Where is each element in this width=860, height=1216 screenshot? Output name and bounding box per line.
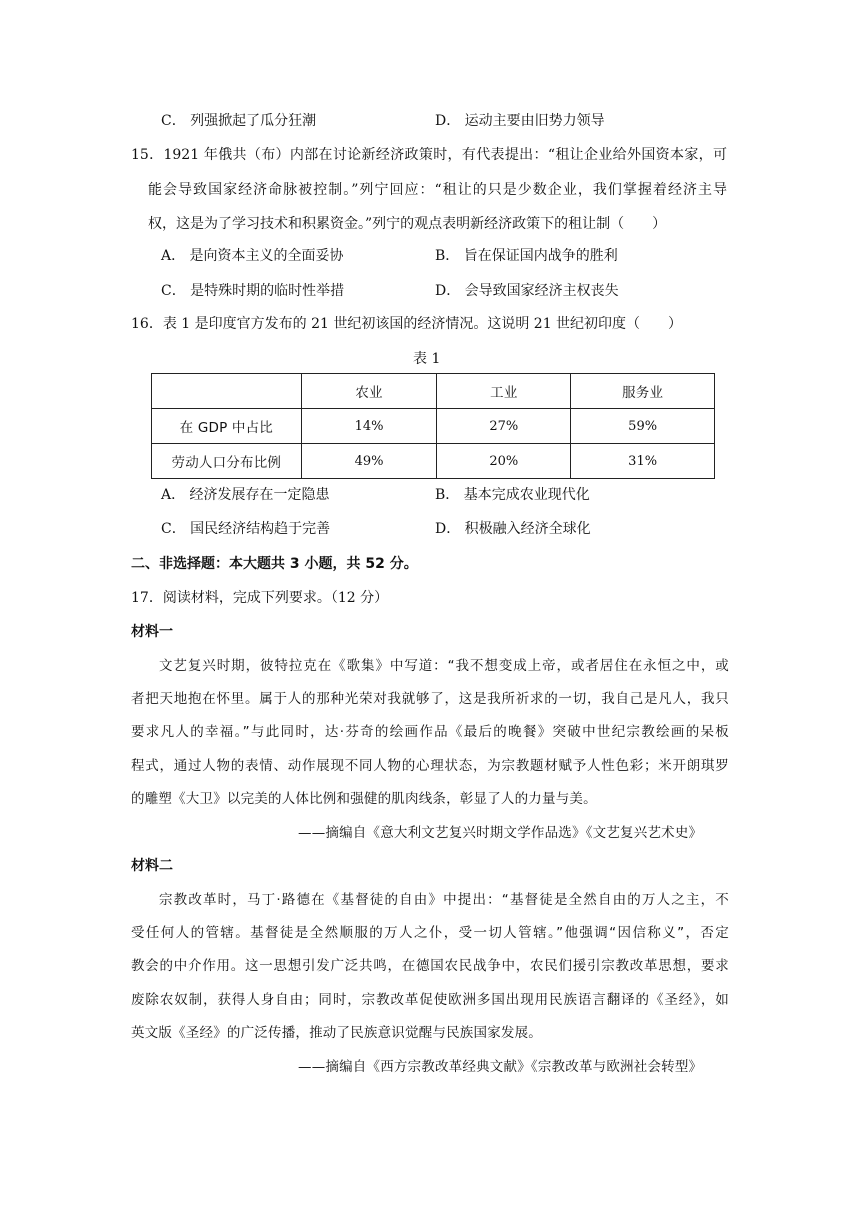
- q15-stem-line-3: 权，这是为了学习技术和积累资金。”列宁的观点表明新经济政策下的租让制（ ）: [148, 216, 667, 232]
- material-2-source: ——摘编自《西方宗教改革经典文献》《宗教改革与欧洲社会转型》: [298, 1059, 703, 1075]
- material-2-line: 受任何人的管辖。基督徒是全然顺服的万人之仆，受一切人管辖。”他强调“因信称义”，否定: [131, 925, 729, 941]
- table-row: [152, 444, 715, 479]
- table-cell: 劳动人口分布比例: [152, 444, 302, 479]
- material-1-line: 的雕塑《大卫》以完美的人体比例和强健的肌肉线条，彰显了人的力量与美。: [131, 791, 597, 807]
- q15-stem-line-1: 15．1921 年俄共（布）内部在讨论新经济政策时，有代表提出：“租让企业给外国资本家，可: [131, 147, 727, 163]
- material-2-line: 废除农奴制，获得人身自由；同时，宗教改革促使欧洲多国出现用民族语言翻译的《圣经》，如: [131, 992, 729, 1008]
- q16-option-c: C． 国民经济结构趋于完善: [161, 521, 331, 537]
- material-1-line: 要求凡人的幸福。”与此同时，达·芬奇的绘画作品《最后的晚餐》突破中世纪宗教绘画的呆板: [131, 724, 729, 740]
- q16-option-b: B． 基本完成农业现代化: [435, 487, 590, 503]
- material-2-line: 英文版《圣经》的广泛传播，推动了民族意识觉醒与民族国家发展。: [131, 1025, 542, 1041]
- economy-table: [151, 373, 715, 479]
- q16-option-d: D． 积极融入经济全球化: [435, 521, 591, 537]
- material-2-line: 宗教改革时，马丁·路德在《基督徒的自由》中提出：“基督徒是全然自由的万人之主，不: [159, 892, 729, 908]
- material-2-label: 材料二: [131, 858, 173, 874]
- q17-stem: 17．阅读材料，完成下列要求。（12 分）: [131, 590, 389, 606]
- table-header-cell: 工业: [437, 374, 571, 409]
- q16-option-a: A． 经济发展存在一定隐患: [161, 487, 330, 503]
- material-2-line: 教会的中介作用。这一思想引发广泛共鸣，在德国农民战争中，农民们援引宗教改革思想，要求: [131, 958, 729, 974]
- section-heading: 二、非选择题：本大题共 3 小题，共 52 分。: [131, 556, 418, 572]
- table-cell: 在 GDP 中占比: [152, 409, 302, 444]
- q15-stem-line-2: 能会导致国家经济命脉被控制。”列宁回应：“租让的只是少数企业，我们掌握着经济主导: [148, 182, 727, 198]
- table-cell: 14%: [301, 409, 437, 444]
- q14-option-d: D． 运动主要由旧势力领导: [435, 113, 605, 129]
- table-cell: 49%: [301, 444, 437, 479]
- q15-option-a: A． 是向资本主义的全面妥协: [161, 248, 344, 264]
- material-1-label: 材料一: [131, 624, 173, 640]
- q15-option-d: D． 会导致国家经济主权丧失: [435, 283, 619, 299]
- q14-option-c: C． 列强掀起了瓜分狂潮: [161, 113, 317, 129]
- material-1-source: ——摘编自《意大利文艺复兴时期文学作品选》《文艺复兴艺术史》: [298, 825, 703, 841]
- table-cell: 20%: [437, 444, 571, 479]
- table-cell: 31%: [571, 444, 715, 479]
- material-1-line: 程式，通过人物的表情、动作展现不同人物的心理状态，为宗教题材赋予人性色彩；米开朗琪罗: [131, 758, 729, 774]
- table-cell: 59%: [571, 409, 715, 444]
- table-cell: 27%: [437, 409, 571, 444]
- table-header-cell: 服务业: [571, 374, 715, 409]
- q15-option-c: C． 是特殊时期的临时性举措: [161, 283, 345, 299]
- table-row: [152, 409, 715, 444]
- q16-stem: 16．表 1 是印度官方发布的 21 世纪初该国的经济情况。这说明 21 世纪初印度（ ）: [131, 316, 683, 332]
- table-header-cell: [152, 374, 302, 409]
- table-header-row: [152, 374, 715, 409]
- material-1-line: 文艺复兴时期，彼特拉克在《歌集》中写道：“我不想变成上帝，或者居住在永恒之中，或: [159, 658, 729, 674]
- q15-option-b: B． 旨在保证国内战争的胜利: [435, 248, 618, 264]
- material-1-line: 者把天地抱在怀里。属于人的那种光荣对我就够了，这是我所祈求的一切，我自己是凡人，我只: [131, 691, 729, 707]
- table-caption: 表 1: [413, 351, 441, 367]
- table-header-cell: 农业: [301, 374, 437, 409]
